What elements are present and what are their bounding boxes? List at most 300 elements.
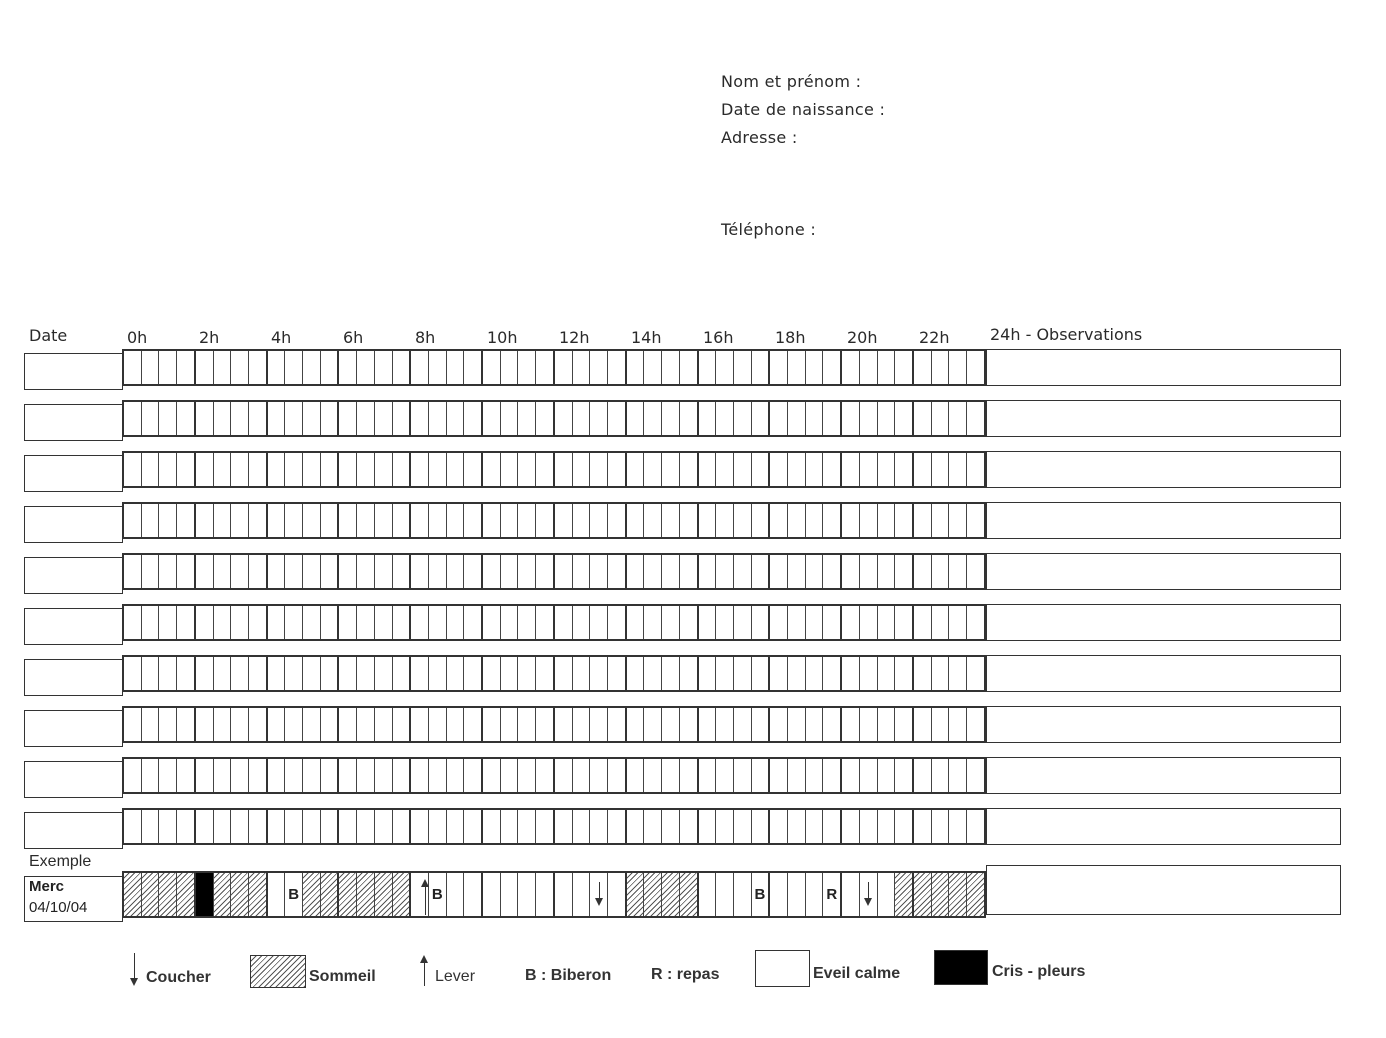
observations-box[interactable] — [986, 553, 1341, 590]
quarter-cell[interactable] — [536, 657, 555, 690]
observations-box[interactable] — [986, 808, 1341, 845]
quarter-cell[interactable] — [159, 504, 177, 537]
quarter-cell[interactable] — [627, 657, 645, 690]
quarter-cell[interactable] — [878, 555, 896, 588]
quarter-cell[interactable] — [411, 555, 429, 588]
date-box[interactable] — [24, 761, 123, 798]
quarter-cell[interactable] — [555, 708, 573, 741]
quarter-cell[interactable] — [752, 402, 771, 435]
quarter-cell[interactable] — [536, 351, 555, 384]
quarter-cell[interactable] — [895, 606, 914, 639]
quarter-cell[interactable] — [878, 504, 896, 537]
quarter-cell[interactable] — [644, 606, 662, 639]
date-box[interactable] — [24, 506, 123, 543]
quarter-cell[interactable] — [662, 453, 680, 486]
quarter-cell[interactable] — [716, 351, 734, 384]
quarter-cell[interactable] — [627, 810, 645, 843]
quarter-cell[interactable] — [124, 657, 142, 690]
quarter-cell[interactable] — [142, 759, 160, 792]
quarter-cell[interactable] — [555, 351, 573, 384]
quarter-cell[interactable] — [375, 351, 393, 384]
quarter-cell[interactable] — [699, 759, 717, 792]
quarter-cell[interactable] — [303, 657, 321, 690]
quarter-cell[interactable] — [249, 810, 268, 843]
quarter-cell[interactable] — [644, 351, 662, 384]
quarter-cell[interactable] — [177, 759, 196, 792]
quarter-cell[interactable] — [895, 708, 914, 741]
quarter-cell[interactable] — [823, 759, 842, 792]
quarter-cell[interactable] — [124, 708, 142, 741]
quarter-cell[interactable] — [303, 708, 321, 741]
quarter-cell[interactable] — [806, 351, 824, 384]
quarter-cell[interactable] — [339, 810, 357, 843]
quarter-cell[interactable] — [501, 402, 519, 435]
quarter-cell[interactable] — [159, 759, 177, 792]
quarter-cell[interactable] — [967, 759, 984, 792]
quarter-cell[interactable] — [464, 555, 483, 588]
quarter-cell[interactable] — [393, 453, 412, 486]
quarter-cell[interactable] — [932, 504, 950, 537]
quarter-cell[interactable] — [411, 402, 429, 435]
quarter-cell[interactable] — [590, 606, 608, 639]
quarter-cell[interactable] — [895, 453, 914, 486]
quarter-cell[interactable] — [142, 555, 160, 588]
quarter-cell[interactable] — [268, 657, 286, 690]
quarter-cell[interactable] — [662, 810, 680, 843]
quarter-cell[interactable] — [536, 555, 555, 588]
quarter-cell[interactable] — [949, 351, 967, 384]
quarter-cell[interactable] — [644, 810, 662, 843]
quarter-cell[interactable] — [860, 708, 878, 741]
quarter-cell[interactable] — [483, 606, 501, 639]
quarter-cell[interactable] — [483, 453, 501, 486]
quarter-cell[interactable] — [285, 810, 303, 843]
quarter-cell[interactable] — [627, 606, 645, 639]
quarter-cell[interactable] — [518, 606, 536, 639]
quarter-cell[interactable] — [734, 759, 752, 792]
quarter-cell[interactable] — [249, 453, 268, 486]
quarter-cell[interactable] — [124, 555, 142, 588]
observations-box[interactable] — [986, 451, 1341, 488]
quarter-cell[interactable] — [949, 708, 967, 741]
quarter-cell[interactable] — [231, 453, 249, 486]
quarter-cell[interactable] — [555, 453, 573, 486]
quarter-cell[interactable] — [878, 453, 896, 486]
quarter-cell[interactable] — [573, 504, 591, 537]
quarter-cell[interactable] — [393, 810, 412, 843]
quarter-cell[interactable] — [142, 708, 160, 741]
quarter-cell[interactable] — [124, 810, 142, 843]
quarter-cell[interactable] — [501, 351, 519, 384]
quarter-cell[interactable] — [303, 555, 321, 588]
quarter-cell[interactable] — [860, 759, 878, 792]
quarter-cell[interactable] — [842, 657, 860, 690]
quarter-cell[interactable] — [177, 606, 196, 639]
quarter-cell[interactable] — [214, 810, 232, 843]
quarter-cell[interactable] — [590, 351, 608, 384]
quarter-cell[interactable] — [285, 402, 303, 435]
quarter-cell[interactable] — [932, 759, 950, 792]
quarter-cell[interactable] — [914, 453, 932, 486]
quarter-cell[interactable] — [142, 810, 160, 843]
quarter-cell[interactable] — [501, 504, 519, 537]
quarter-cell[interactable] — [464, 453, 483, 486]
quarter-cell[interactable] — [411, 810, 429, 843]
quarter-cell[interactable] — [177, 657, 196, 690]
quarter-cell[interactable] — [177, 810, 196, 843]
quarter-cell[interactable] — [699, 504, 717, 537]
quarter-cell[interactable] — [823, 351, 842, 384]
quarter-cell[interactable] — [914, 657, 932, 690]
quarter-cell[interactable] — [249, 759, 268, 792]
quarter-cell[interactable] — [949, 402, 967, 435]
quarter-cell[interactable] — [249, 606, 268, 639]
quarter-cell[interactable] — [375, 453, 393, 486]
quarter-cell[interactable] — [949, 759, 967, 792]
quarter-cell[interactable] — [895, 810, 914, 843]
quarter-cell[interactable] — [932, 555, 950, 588]
quarter-cell[interactable] — [124, 504, 142, 537]
quarter-cell[interactable] — [429, 708, 447, 741]
quarter-cell[interactable] — [878, 810, 896, 843]
quarter-cell[interactable] — [752, 657, 771, 690]
quarter-cell[interactable] — [411, 351, 429, 384]
quarter-cell[interactable] — [608, 555, 627, 588]
quarter-cell[interactable] — [967, 657, 984, 690]
quarter-cell[interactable] — [393, 657, 412, 690]
quarter-cell[interactable] — [124, 453, 142, 486]
quarter-cell[interactable] — [357, 351, 375, 384]
quarter-cell[interactable] — [734, 351, 752, 384]
quarter-cell[interactable] — [501, 555, 519, 588]
quarter-cell[interactable] — [214, 657, 232, 690]
quarter-cell[interactable] — [734, 606, 752, 639]
quarter-cell[interactable] — [321, 606, 340, 639]
quarter-cell[interactable] — [447, 555, 465, 588]
quarter-cell[interactable] — [483, 657, 501, 690]
quarter-cell[interactable] — [860, 810, 878, 843]
date-box[interactable] — [24, 404, 123, 441]
quarter-cell[interactable] — [734, 402, 752, 435]
quarter-cell[interactable] — [536, 453, 555, 486]
quarter-cell[interactable] — [627, 453, 645, 486]
quarter-cell[interactable] — [644, 708, 662, 741]
quarter-cell[interactable] — [770, 555, 788, 588]
quarter-cell[interactable] — [196, 759, 214, 792]
quarter-cell[interactable] — [644, 657, 662, 690]
quarter-cell[interactable] — [932, 657, 950, 690]
quarter-cell[interactable] — [196, 555, 214, 588]
quarter-cell[interactable] — [932, 810, 950, 843]
quarter-cell[interactable] — [124, 402, 142, 435]
quarter-cell[interactable] — [447, 402, 465, 435]
quarter-cell[interactable] — [159, 453, 177, 486]
quarter-cell[interactable] — [860, 402, 878, 435]
quarter-cell[interactable] — [949, 810, 967, 843]
quarter-cell[interactable] — [518, 759, 536, 792]
observations-box[interactable] — [986, 706, 1341, 743]
quarter-cell[interactable] — [536, 402, 555, 435]
quarter-cell[interactable] — [716, 708, 734, 741]
quarter-cell[interactable] — [770, 708, 788, 741]
quarter-cell[interactable] — [447, 759, 465, 792]
quarter-cell[interactable] — [518, 657, 536, 690]
quarter-cell[interactable] — [823, 453, 842, 486]
quarter-cell[interactable] — [268, 606, 286, 639]
quarter-cell[interactable] — [608, 453, 627, 486]
quarter-cell[interactable] — [231, 810, 249, 843]
quarter-cell[interactable] — [932, 402, 950, 435]
quarter-cell[interactable] — [375, 555, 393, 588]
quarter-cell[interactable] — [411, 504, 429, 537]
quarter-cell[interactable] — [806, 504, 824, 537]
quarter-cell[interactable] — [860, 657, 878, 690]
quarter-cell[interactable] — [321, 657, 340, 690]
quarter-cell[interactable] — [842, 759, 860, 792]
quarter-cell[interactable] — [177, 504, 196, 537]
quarter-cell[interactable] — [268, 555, 286, 588]
quarter-cell[interactable] — [231, 708, 249, 741]
quarter-cell[interactable] — [842, 453, 860, 486]
quarter-cell[interactable] — [303, 504, 321, 537]
quarter-cell[interactable] — [142, 351, 160, 384]
quarter-cell[interactable] — [464, 351, 483, 384]
quarter-cell[interactable] — [231, 402, 249, 435]
quarter-cell[interactable] — [590, 759, 608, 792]
quarter-cell[interactable] — [680, 759, 699, 792]
quarter-cell[interactable] — [321, 351, 340, 384]
quarter-cell[interactable] — [501, 708, 519, 741]
quarter-cell[interactable] — [573, 606, 591, 639]
quarter-cell[interactable] — [662, 504, 680, 537]
quarter-cell[interactable] — [590, 453, 608, 486]
quarter-cell[interactable] — [303, 453, 321, 486]
quarter-cell[interactable] — [447, 708, 465, 741]
quarter-cell[interactable] — [501, 606, 519, 639]
quarter-cell[interactable] — [518, 402, 536, 435]
quarter-cell[interactable] — [752, 453, 771, 486]
quarter-cell[interactable] — [357, 453, 375, 486]
quarter-cell[interactable] — [555, 810, 573, 843]
quarter-cell[interactable] — [608, 402, 627, 435]
quarter-cell[interactable] — [914, 351, 932, 384]
quarter-cell[interactable] — [464, 657, 483, 690]
quarter-cell[interactable] — [788, 810, 806, 843]
quarter-cell[interactable] — [214, 759, 232, 792]
quarter-cell[interactable] — [590, 504, 608, 537]
quarter-cell[interactable] — [483, 555, 501, 588]
quarter-cell[interactable] — [590, 402, 608, 435]
quarter-cell[interactable] — [627, 402, 645, 435]
date-box[interactable] — [24, 557, 123, 594]
quarter-cell[interactable] — [914, 606, 932, 639]
quarter-cell[interactable] — [573, 351, 591, 384]
quarter-cell[interactable] — [806, 555, 824, 588]
quarter-cell[interactable] — [770, 402, 788, 435]
quarter-cell[interactable] — [627, 759, 645, 792]
quarter-cell[interactable] — [699, 402, 717, 435]
quarter-cell[interactable] — [788, 555, 806, 588]
quarter-cell[interactable] — [590, 708, 608, 741]
quarter-cell[interactable] — [967, 402, 984, 435]
quarter-cell[interactable] — [680, 708, 699, 741]
quarter-cell[interactable] — [932, 606, 950, 639]
quarter-cell[interactable] — [249, 504, 268, 537]
quarter-cell[interactable] — [231, 504, 249, 537]
quarter-cell[interactable] — [393, 606, 412, 639]
observations-box[interactable] — [986, 757, 1341, 794]
quarter-cell[interactable] — [967, 351, 984, 384]
quarter-cell[interactable] — [555, 657, 573, 690]
quarter-cell[interactable] — [429, 453, 447, 486]
quarter-cell[interactable] — [555, 555, 573, 588]
quarter-cell[interactable] — [321, 453, 340, 486]
quarter-cell[interactable] — [752, 759, 771, 792]
quarter-cell[interactable] — [662, 402, 680, 435]
quarter-cell[interactable] — [501, 657, 519, 690]
quarter-cell[interactable] — [518, 708, 536, 741]
quarter-cell[interactable] — [429, 351, 447, 384]
quarter-cell[interactable] — [895, 402, 914, 435]
quarter-cell[interactable] — [860, 606, 878, 639]
date-box[interactable] — [24, 659, 123, 696]
quarter-cell[interactable] — [447, 504, 465, 537]
quarter-cell[interactable] — [860, 555, 878, 588]
quarter-cell[interactable] — [914, 810, 932, 843]
quarter-cell[interactable] — [321, 402, 340, 435]
quarter-cell[interactable] — [464, 606, 483, 639]
quarter-cell[interactable] — [752, 708, 771, 741]
quarter-cell[interactable] — [823, 402, 842, 435]
quarter-cell[interactable] — [303, 402, 321, 435]
quarter-cell[interactable] — [536, 810, 555, 843]
quarter-cell[interactable] — [268, 504, 286, 537]
quarter-cell[interactable] — [662, 708, 680, 741]
quarter-cell[interactable] — [662, 606, 680, 639]
quarter-cell[interactable] — [967, 606, 984, 639]
quarter-cell[interactable] — [483, 708, 501, 741]
quarter-cell[interactable] — [339, 402, 357, 435]
quarter-cell[interactable] — [483, 810, 501, 843]
quarter-cell[interactable] — [895, 555, 914, 588]
quarter-cell[interactable] — [375, 606, 393, 639]
quarter-cell[interactable] — [268, 351, 286, 384]
quarter-cell[interactable] — [429, 402, 447, 435]
quarter-cell[interactable] — [842, 351, 860, 384]
quarter-cell[interactable] — [357, 759, 375, 792]
quarter-cell[interactable] — [573, 555, 591, 588]
quarter-cell[interactable] — [823, 657, 842, 690]
quarter-cell[interactable] — [716, 810, 734, 843]
quarter-cell[interactable] — [393, 759, 412, 792]
quarter-cell[interactable] — [949, 453, 967, 486]
quarter-cell[interactable] — [231, 657, 249, 690]
quarter-cell[interactable] — [627, 555, 645, 588]
quarter-cell[interactable] — [375, 810, 393, 843]
quarter-cell[interactable] — [429, 759, 447, 792]
quarter-cell[interactable] — [967, 708, 984, 741]
quarter-cell[interactable] — [555, 759, 573, 792]
quarter-cell[interactable] — [339, 759, 357, 792]
quarter-cell[interactable] — [716, 504, 734, 537]
quarter-cell[interactable] — [196, 810, 214, 843]
quarter-cell[interactable] — [949, 504, 967, 537]
quarter-cell[interactable] — [411, 453, 429, 486]
quarter-cell[interactable] — [375, 402, 393, 435]
quarter-cell[interactable] — [734, 555, 752, 588]
quarter-cell[interactable] — [447, 657, 465, 690]
quarter-cell[interactable] — [860, 453, 878, 486]
quarter-cell[interactable] — [268, 759, 286, 792]
quarter-cell[interactable] — [699, 351, 717, 384]
quarter-cell[interactable] — [573, 708, 591, 741]
quarter-cell[interactable] — [214, 504, 232, 537]
quarter-cell[interactable] — [734, 810, 752, 843]
quarter-cell[interactable] — [662, 657, 680, 690]
quarter-cell[interactable] — [159, 555, 177, 588]
quarter-cell[interactable] — [752, 351, 771, 384]
quarter-cell[interactable] — [536, 759, 555, 792]
quarter-cell[interactable] — [518, 555, 536, 588]
quarter-cell[interactable] — [644, 402, 662, 435]
quarter-cell[interactable] — [177, 708, 196, 741]
quarter-cell[interactable] — [806, 402, 824, 435]
quarter-cell[interactable] — [878, 759, 896, 792]
quarter-cell[interactable] — [268, 708, 286, 741]
quarter-cell[interactable] — [949, 555, 967, 588]
quarter-cell[interactable] — [590, 555, 608, 588]
quarter-cell[interactable] — [196, 351, 214, 384]
quarter-cell[interactable] — [806, 606, 824, 639]
quarter-cell[interactable] — [644, 759, 662, 792]
quarter-cell[interactable] — [159, 351, 177, 384]
quarter-cell[interactable] — [249, 351, 268, 384]
quarter-cell[interactable] — [806, 708, 824, 741]
quarter-cell[interactable] — [231, 351, 249, 384]
quarter-cell[interactable] — [285, 657, 303, 690]
quarter-cell[interactable] — [357, 504, 375, 537]
quarter-cell[interactable] — [699, 657, 717, 690]
quarter-cell[interactable] — [142, 504, 160, 537]
quarter-cell[interactable] — [214, 555, 232, 588]
quarter-cell[interactable] — [573, 657, 591, 690]
quarter-cell[interactable] — [608, 759, 627, 792]
quarter-cell[interactable] — [716, 453, 734, 486]
quarter-cell[interactable] — [196, 504, 214, 537]
quarter-cell[interactable] — [555, 504, 573, 537]
quarter-cell[interactable] — [214, 351, 232, 384]
quarter-cell[interactable] — [878, 708, 896, 741]
quarter-cell[interactable] — [429, 606, 447, 639]
quarter-cell[interactable] — [339, 351, 357, 384]
quarter-cell[interactable] — [842, 504, 860, 537]
quarter-cell[interactable] — [518, 351, 536, 384]
quarter-cell[interactable] — [878, 351, 896, 384]
quarter-cell[interactable] — [752, 504, 771, 537]
quarter-cell[interactable] — [214, 708, 232, 741]
quarter-cell[interactable] — [518, 504, 536, 537]
quarter-cell[interactable] — [285, 453, 303, 486]
quarter-cell[interactable] — [590, 657, 608, 690]
quarter-cell[interactable] — [716, 606, 734, 639]
quarter-cell[interactable] — [734, 657, 752, 690]
quarter-cell[interactable] — [573, 810, 591, 843]
quarter-cell[interactable] — [536, 606, 555, 639]
quarter-cell[interactable] — [464, 708, 483, 741]
quarter-cell[interactable] — [644, 504, 662, 537]
quarter-cell[interactable] — [357, 402, 375, 435]
quarter-cell[interactable] — [249, 402, 268, 435]
